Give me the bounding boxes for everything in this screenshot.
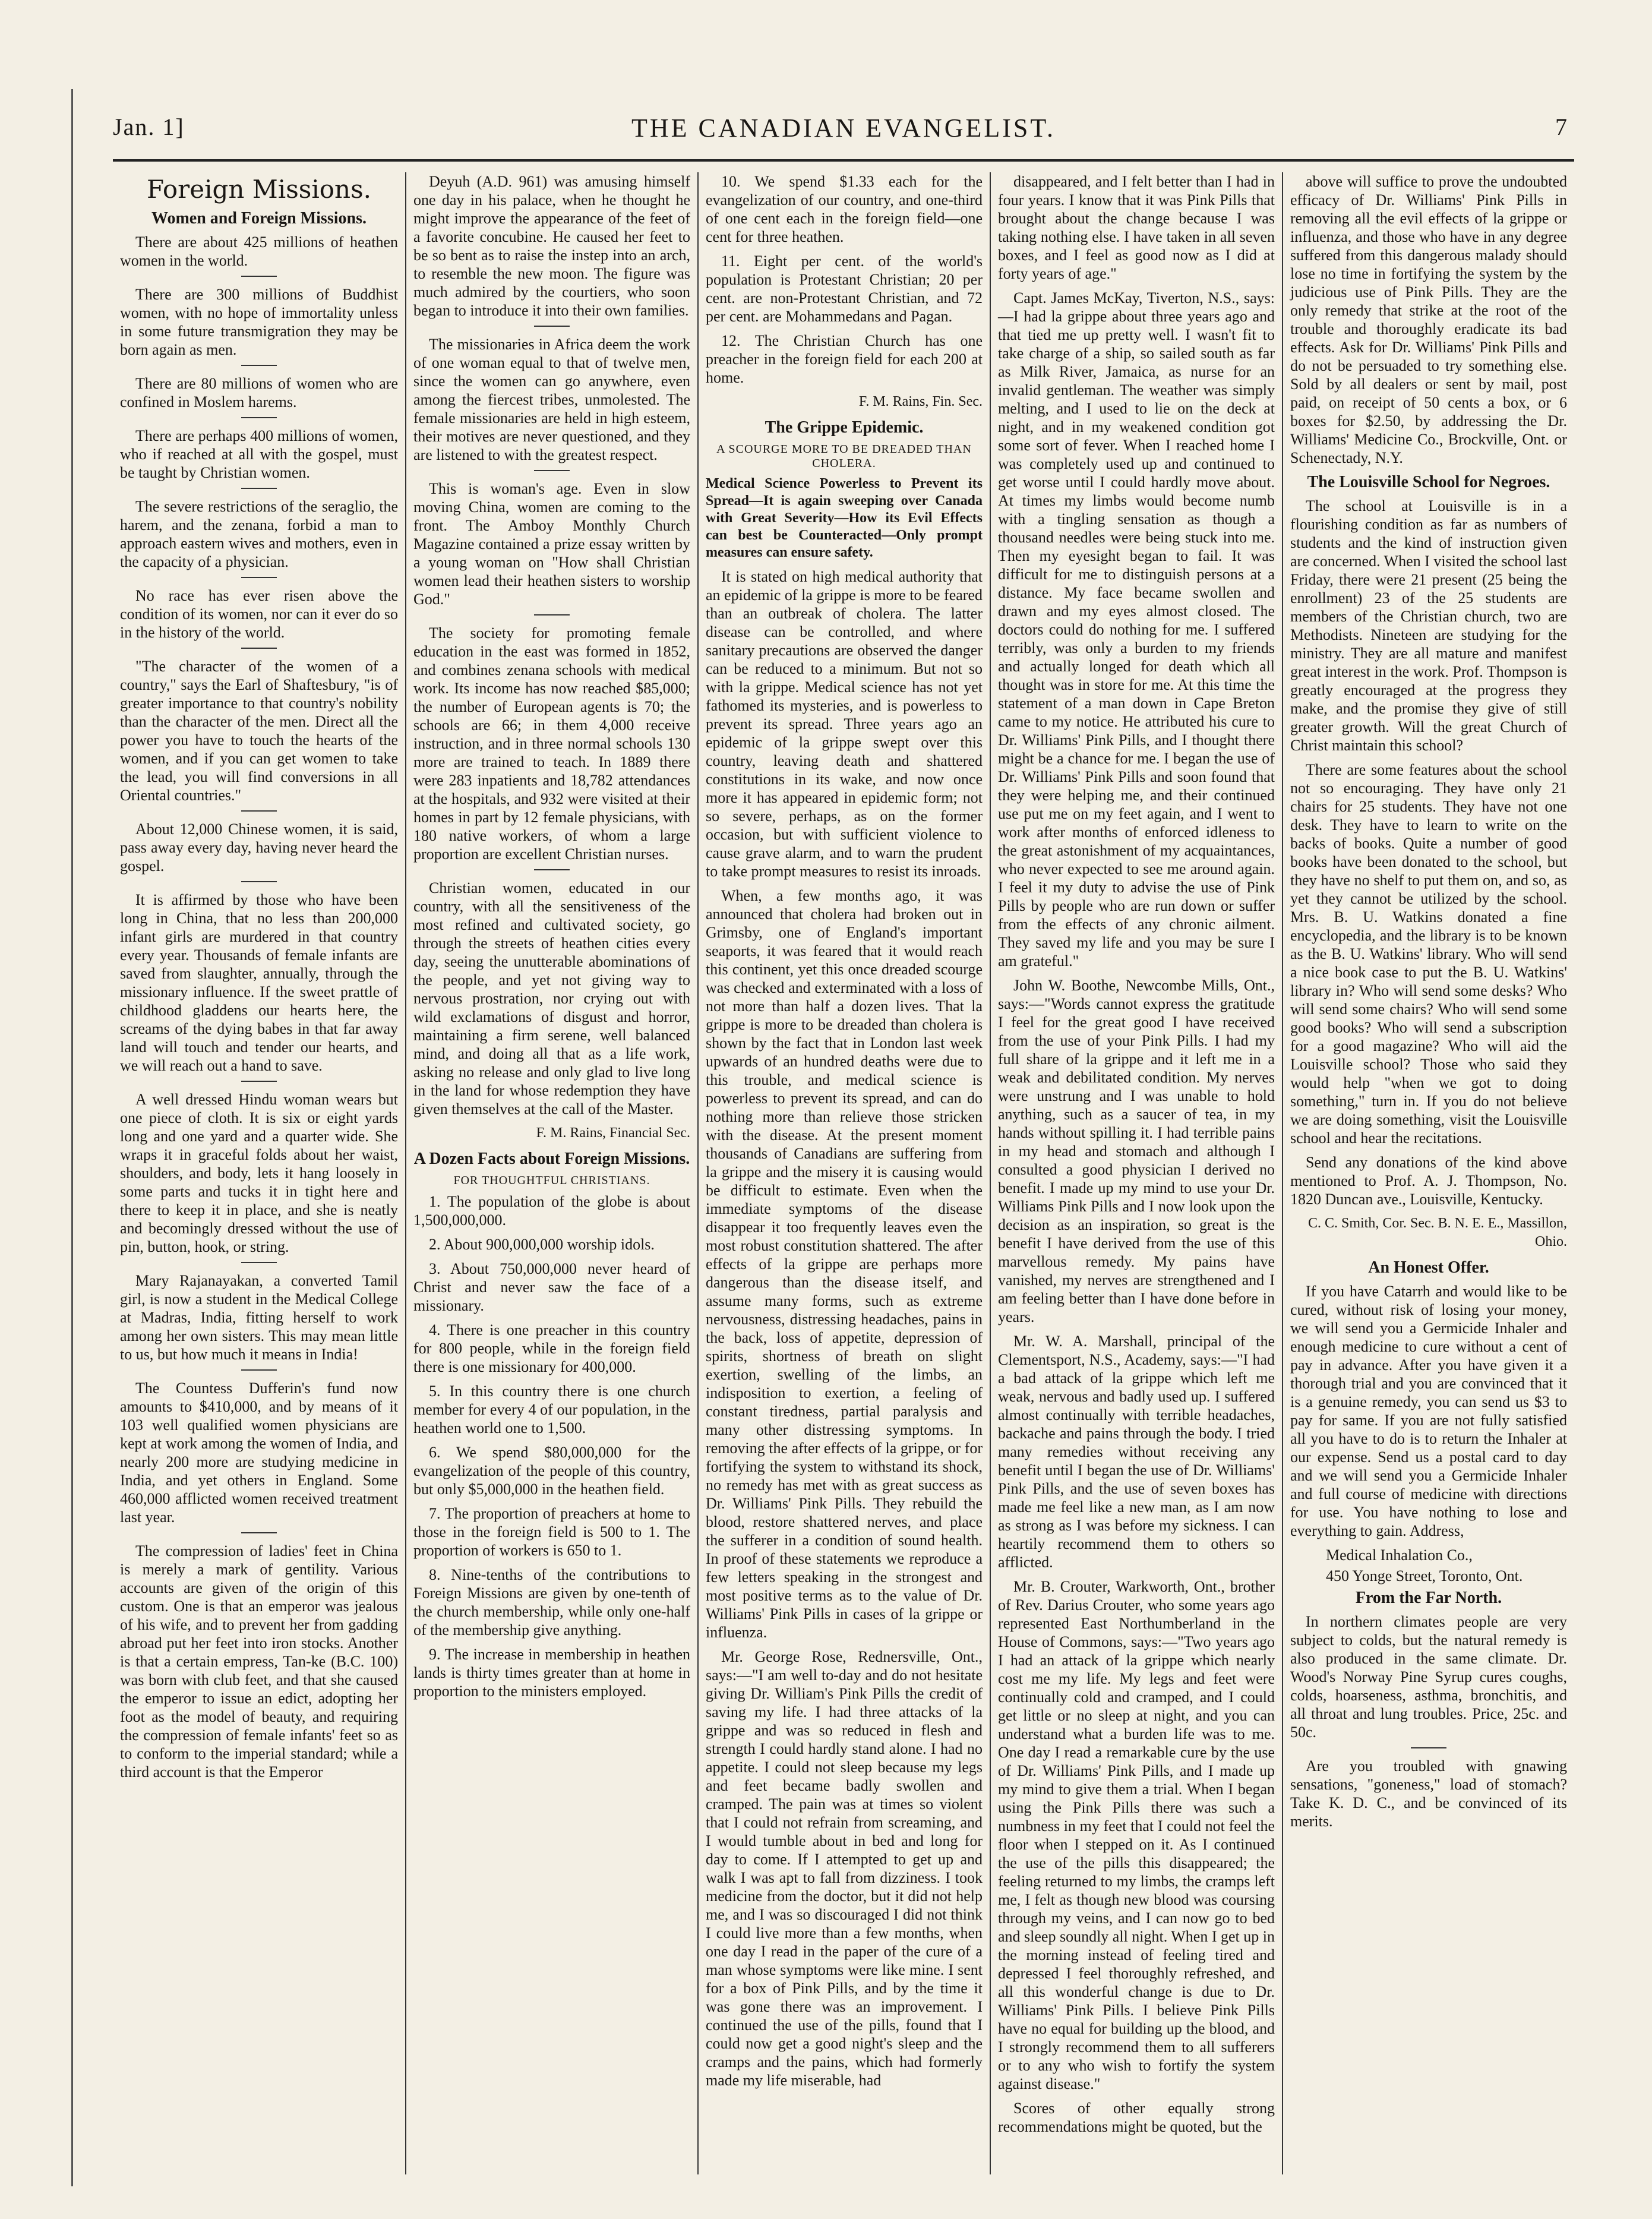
paragraph: This is woman's age. Even in slow moving China, women are coming to the front. The Amboy Monthly Church Magazine contained a prize essay written by a young woman on "How shall Christian women lead their heathen sisters to worship God." [413,480,690,608]
divider [534,614,570,615]
page-edge-line [71,89,73,2186]
signature: C. C. Smith, Cor. Sec. B. N. E. E., Massillon, Ohio. [1307,1216,1567,1249]
article-subtitle: A SCOURGE MORE TO BE DREADED THAN CHOLERA. [716,443,972,470]
paragraph: The school at Louisville is in a flourishing condition as far as numbers of students and the kind of instruction given are concerned. When I visited the school last Friday, there were 21 present (25 being the enrollment) 23 of the 25 students are members of the Christian church, two are Methodists. Nineteen are studying for the ministry. They are all mature and manifest great interest in the work. Prof. Thompson is greatly encouraged at the progress they make, and the promise they give of still greater growth. Will the great Church of Christ maintain this school? [1290,497,1567,754]
divider [241,577,277,578]
masthead [113,113,1574,149]
divider [534,470,570,471]
paragraph: Mr. W. A. Marshall, principal of the Clementsport, N.S., Academy, says:—"I had a bad attack of la grippe which left me weak, nervous and badly used up. I suffered almost continually with terrible headaches, backache and pains through the body. I tried many remedies without receiving any benefit until I began the use of Dr. Williams' Pink Pills, and the use of seven boxes has made me feel like a new man, as I am now as strong as I was before my sickness. I can heartily recommend them to others so afflicted. [998,1333,1275,1571]
divider [241,417,277,418]
article-title-far-north: From the Far North. [1355,1589,1502,1607]
divider [241,881,277,882]
newspaper-page [71,89,1592,2186]
column-4 [990,172,1282,2174]
column-1 [113,172,405,2174]
article-title-louisville: The Louisville School for Negroes. [1307,473,1550,491]
fact-item: 10. We spend $1.33 each for the evangelization of our country, and one-third of one cent each in the foreign field—one cent for three heathen. [706,173,983,245]
divider [534,869,570,870]
divider [241,1532,277,1533]
paragraph: In northern climates people are very subject to colds, but the natural remedy is also produced in the same climate. Dr. Wood's Norway Pine Syrup cures coughs, colds, hoarseness, asthma, bronchitis, and all throat and lung troubles. Price, 25c. and 50c. [1290,1613,1567,1741]
newspaper-title: THE CANADIAN EVANGELIST. [631,113,1056,143]
paragraph: Christian women, educated in our country, with all the sensitiveness of the most refined and cultivated society, go through the streets of heathen cities every day, seeing the unutterable abominations of the people, and yet not giving way to nervous prostration, nor crying out with wild exclamations of disgust and horror, maintaining a firm serene, well balanced mind, and doing all that as a life work, asking no release and only glad to live long in the land for whose redemption they have given themselves at the call of the Master. [413,879,690,1118]
paragraph: The Countess Dufferin's fund now amounts to $410,000, and by means of it 103 well qualified women physicians are kept at work among the women of India, and nearly 200 more are studying medicine in India, and yet others in England. Some 460,000 afflicted women received treatment last year. [120,1380,398,1526]
divider [241,648,277,649]
paragraph: Mr. George Rose, Rednersville, Ont., says:—"I am well to-day and do not hesitate giving Dr. William's Pink Pills the credit of saving my life. I had three attacks of la grippe and was so reduced in flesh and strength I could hardly stand alone. I had no appetite. I could not sleep because my legs and feet became badly swollen and cramped. The pain was at times so violent that I could not refrain from screaming, and I would tumble about in bed and long for day to come. If I attempted to get up and walk I was apt to fall from dizziness. I took medicine from the doctor, but it did not help me, and I was so discouraged I did not think I could live more than a few months, when one day I read in the paper of the cure of a man whose symptoms were like mine. I sent for a box of Pink Pills, and by the time it was gone there was an improvement. I continued the use of the pills, found that I could now get a good night's sleep and the cramps and the pains, which had formerly made my life miserable, had [706,1648,983,2089]
paragraph: There are some features about the school not so encouraging. They have only 21 chairs for 25 students. They have not one desk. They have to learn to write on the backs of books. Quite a number of good books have been donated to the school, but they have no shelf to put them on, and so, as yet they cannot be utilized by the school. Mrs. B. U. Watkins donated a fine encyclopedia, and the library is to be known as the B. U. Watkins' library. Who will send a nice book case to put the B. U. Watkins' library in? Who will send some desks? Who will send some chairs? Who will send some good books? Who will send a subscription for a good magazine? Who will aid the Louisville school? Those who said they would help "when we got to doing something," turn in. If you do not believe we are doing something, visit the Louisville school and hear the recitations. [1290,761,1567,1147]
fact-item: 5. In this country there is one church member for every 4 of our population, in the heathen world one to 1,500. [413,1382,690,1437]
paragraph: About 12,000 Chinese women, it is said, pass away every day, having never heard the gospel. [120,820,398,875]
article-columns [113,172,1574,2174]
issue-date: Jan. 1] [113,113,185,140]
fact-item: 2. About 900,000,000 worship idols. [429,1236,655,1253]
article-lead: Medical Science Powerless to Prevent its Spread—It is again sweeping over Canada with Great Severity—How its Evil Effects can best be Counteracted—Only prompt measures can ensure safety. [706,476,983,560]
paragraph: Mr. B. Crouter, Warkworth, Ont., brother of Rev. Darius Crouter, who some years ago represented East Northumberland in the House of Commons, says:—"Two years ago I had an attack of la grippe which nearly cost me my life. My legs and feet were continually cold and cramped, and I could get little or no sleep at night, and you can understand what a burden life was to me. One day I read a remarkable cure by the use of Dr. Williams' Pink Pills, and I made up my mind to give them a trial. When I began using the Pink Pills there was such a numbness in my feet that I could not feel the floor when I stepped on it. As I continued the use of the pills this disappeared; the feeling returned to my limbs, the cramps left me, I felt as though new blood was coursing through my veins, and I can now go to bed and sleep soundly all night. When I get up in the morning instead of feeling tired and depressed I feel thoroughly refreshed, and all this wonderful change is due to Dr. Williams' Pink Pills. I believe Pink Pills have no equal for building up the blood, and I strongly recommend them to all sufferers or to any who wish to fortify the system against disease." [998,1578,1275,2092]
paragraph: Are you troubled with gnawing sensations, "goneness," load of stomach? Take K. D. C., and be convinced of its merits. [1290,1757,1567,1830]
article-title-dozen-facts: A Dozen Facts about Foreign Missions. [413,1150,690,1168]
address-line: Medical Inhalation Co., [1326,1546,1473,1564]
fact-item: 9. The increase in membership in heathen lands is thirty times greater than at home in proportion to the ministers employed. [413,1646,690,1700]
paragraph: If you have Catarrh and would like to be cured, without risk of losing your money, we will send you a Germicide Inhaler and enough medicine to cure without a cent of pay in advance. After you have given it a thorough trial and you are convinced that it is a genuine remedy, you can send us $3 to pay for same. If you are not fully satisfied all you have to do is to return the Inhaler at our expense. Send us a postal card to day and we will send you a Germicide Inhaler and full course of medicine with directions for use. You have nothing to lose and everything to gain. Address, [1290,1283,1567,1539]
column-2 [405,172,697,2174]
paragraph: There are about 425 millions of heathen women in the world. [120,233,398,269]
paragraph: disappeared, and I felt better than I had in four years. I know that it was Pink Pills that brought about the change because I was taking nothing else. I have taken in all seven boxes, and I feel as good now as I did at forty years of age." [998,173,1275,282]
divider [241,1081,277,1082]
column-5 [1282,172,1574,2174]
paragraph: Capt. James McKay, Tiverton, N.S., says:—I had la grippe about three years ago and that tied me up pretty well. I wasn't fit to take charge of a ship, so sailed south as far as Milk River, Jamaica, as nurse for an invalid gentleman. The weather was simply melting, and I used to lie on the deck at night, and in my weakened condition got some sort of fever. When I reached home I was completely used up and continued to get worse until I could hardly move about. At times my limbs would become numb with a tingling sensation as though a thousand needles were being stuck into me. Then my eyesight began to fail. It was difficult for me to distinguish persons at a distance. My face became swollen and drawn and my eyes almost closed. The doctors could do nothing for me. I suffered terribly, was only a burden to my friends and actually longed for death which all thought was in store for me. At this time the statement of a man down in Cape Breton came to my notice. He attributed his cure to Dr. Williams' Pink Pills, and I thought there might be a chance for me. I began the use of Dr. Williams' Pink Pills and soon found that they were helping me, and their continued use put me on my feet again, and I went to work after months of enforced idleness to the great astonishment of my acquaintances, who never expected to see me around again. I feel it my duty to advise the use of Pink Pills by people who are run down or suffer from the effects of any chronic ailment. They saved my life and you may be sure I am grateful." [998,289,1275,970]
divider [534,326,570,327]
paragraph: There are perhaps 400 millions of women, who if reached at all with the gospel, must be taught by Christian women. [120,427,398,481]
divider [241,1262,277,1263]
fact-item: 3. About 750,000,000 never heard of Christ and never saw the face of a missionary. [413,1260,690,1314]
fact-item: 4. There is one preacher in this country for 800 people, while in the foreign field there is one missionary for 400,000. [413,1321,690,1375]
article-title-grippe: The Grippe Epidemic. [765,418,924,437]
divider [241,488,277,489]
divider [241,365,277,366]
fact-item: 7. The proportion of preachers at home to those in the foreign field is 500 to 1. The proportion of workers is 650 to 1. [413,1505,690,1559]
paragraph: Send any donations of the kind above mentioned to Prof. A. J. Thompson, No. 1820 Duncan ave., Louisville, Kentucky. [1290,1154,1567,1208]
paragraph: John W. Boothe, Newcombe Mills, Ont., says:—"Words cannot express the gratitude I feel for the great good I have received from the use of your Pink Pills. I had my full share of la grippe and it left me in a weak and debilitated condition. My nerves were unstrung and I was unable to hold anything, such as a saucer of tea, in my hands without spilling it. I had terrible pains in my head and stomach and although I consulted a good physician I derived no benefit. I made up my mind to use your Dr. Williams Pink Pills and I now look upon the decision as an inspiration, so great is the benefit I have derived from the use of this marvellous remedy. My pains have vanished, my nerves are strengthened and I am feeling better than I have done before in years. [998,977,1275,1325]
article-title-women-missions: Women and Foreign Missions. [151,209,367,228]
divider [241,1369,277,1371]
paragraph: There are 80 millions of women who are confined in Moslem harems. [120,375,398,411]
paragraph: Deyuh (A.D. 961) was amusing himself one day in his palace, when he thought he might improve the appearance of the feet of a favorite concubine. He caused her feet to be so bent as to raise the instep into an arch, to resemble the new moon. The figure was much admired by the courtiers, who soon began to introduce it into their own families. [413,173,690,319]
paragraph: The society for promoting female education in the east was formed in 1852, and combines zenana schools with medical work. Its income has now reached $85,000; the number of European agents is 70; the schools are 66; in them 4,000 receive instruction, and in three normal schools 130 more are trained to teach. In 1889 there were 283 inpatients and 18,782 attendances at the hospitals, and 932 were visited at their homes in part by 12 female physicians, with 180 native workers, of whom a large proportion are excellent Christian nurses. [413,624,690,863]
paragraph: The missionaries in Africa deem the work of one woman equal to that of twelve men, since the women can go anywhere, even among the fiercest tribes, unmolested. The female missionaries are held in high esteem, their motives are never questioned, and they are listened to with the greatest respect. [413,336,690,463]
paragraph: No race has ever risen above the condition of its women, nor can it ever do so in the history of the world. [120,587,398,641]
divider [1411,1747,1446,1748]
divider [241,276,277,277]
header-rule [113,159,1574,162]
signature: F. M. Rains, Fin. Sec. [858,394,983,409]
fact-item: 12. The Christian Church has one preacher in the foreign field for each 200 at home. [706,332,983,386]
paragraph: There are 300 millions of Buddhist women, with no hope of immortality unless in some future transmigration they may be born again as men. [120,286,398,358]
paragraph: The compression of ladies' feet in China is merely a mark of gentility. Various accounts are given of the origin of this custom. One is that an emperor was jealous of his wife, and to prevent her from gadding abroad put her feet into iron stocks. Another is that a certain empress, Tan-ke (B.C. 100) was born with club feet, and that she caused the emperor to issue an edict, adopting her foot as the model of beauty, and requiring the compression of female infants' feet so as to conform to the imperial standard; while a third account is that the Emperor [120,1542,398,1781]
fact-item: 8. Nine-tenths of the contributions to Foreign Missions are given by one-tenth of the church membership, while only one-half of the membership give anything. [413,1566,690,1639]
paragraph: above will suffice to prove the undoubted efficacy of Dr. Williams' Pink Pills in removing all the evil effects of la grippe or influenza, and those who have in any degree suffered from this dangerous malady should lose no time in fortifying the system by the judicious use of Pink Pills. They are the only remedy that strike at the root of the trouble and thoroughly eradicate its bad effects. Ask for Dr. Williams' Pink Pills and do not be persuaded to try something else. Sold by all dealers or sent by mail, post paid, on receipt of 50 cents a box, or 6 boxes for $2.50, by addressing the Dr. Williams' Medicine Co., Brockville, Ont. or Schenectady, N.Y. [1290,173,1567,466]
article-title-honest-offer: An Honest Offer. [1368,1258,1489,1277]
paragraph: It is stated on high medical authority that an epidemic of la grippe is more to be feared than an outbreak of cholera. The latter disease can be controlled, and where sanitary precautions are observed the danger can be reduced to a minimum. But not so with la grippe. Medical science has not yet fathomed its mysteries, and is powerless to prevent its spread. Three years ago an epidemic of la grippe swept over this country, leaving death and shattered constitutions in its wake, and now once more it has appeared in epidemic form; not so severe, perhaps, as on the former occasion, but with sufficient violence to cause grave alarm, and to warn the prudent to take prompt measures to resist its inroads. [706,568,983,880]
divider [241,810,277,812]
address-line: 450 Yonge Street, Toronto, Ont. [1326,1567,1523,1584]
paragraph: The severe restrictions of the seraglio, the harem, and the zenana, forbid a man to approach eastern wives and mothers, even in the capacity of a physician. [120,498,398,570]
article-subtitle: FOR THOUGHTFUL CHRISTIANS. [453,1174,650,1187]
signature: F. M. Rains, Financial Sec. [536,1125,690,1141]
column-3 [697,172,990,2174]
paragraph: When, a few months ago, it was announced that cholera had broken out in Grimsby, one of England's important seaports, it was feared that it would reach this continent, yet this once dreaded scourge was checked and exterminated with a loss of not more than half a dozen lives. That la grippe is more to be dreaded than cholera is shown by the fact that in London last week upwards of an hundred deaths were due to this trouble, and medical science is powerless to prevent its spread, and can do nothing more than relieve those stricken with the disease. At the present moment thousands of Canadians are suffering from la grippe and the misery it is causing would be difficult to estimate. Even when the immediate symptoms of the disease disappear it too frequently leaves even the most robust constitution shattered. The after effects of la grippe are perhaps more dangerous than the disease itself, and assume many forms, such as extreme nervousness, distressing headaches, pains in the back, loss of appetite, depression of spirits, shortness of breath on slight exertion, swelling of the limbs, an indisposition to exertion, a feeling of constant tiredness, partial paralysis and many other distressing symptoms. In removing the after effects of la grippe, or for fortifying the system to withstand its shock, no remedy has met with as great success as Dr. Williams' Pink Pills. They rebuild the blood, restore shattered nerves, and place the sufferer in a condition of sound health. In proof of these statements we reproduce a few letters speaking in the strongest and most positive terms as to the value of Dr. Williams' Pink Pills in cases of la grippe or influenza. [706,887,983,1641]
page-number: 7 [1555,113,1568,140]
fact-item: 11. Eight per cent. of the world's population is Protestant Christian; 20 per cent. are non-Protestant Christian, and 72 per cent. are Mohammedans and Pagan. [706,252,983,325]
paragraph: Mary Rajanayakan, a converted Tamil girl, is now a student in the Medical College at Madras, India, fitting herself to work among her own sisters. This may mean little to us, but how much it means in India! [120,1272,398,1363]
paragraph: A well dressed Hindu woman wears but one piece of cloth. It is six or eight yards long and one yard and a quarter wide. She wraps it in graceful folds about her waist, shoulders, and body, lets it hang loosely in some parts and tucks it in tight here and there to keep it in place, and she is neatly and becomingly dressed without the use of pin, button, hook, or string. [120,1091,398,1255]
paragraph: Scores of other equally strong recommendations might be quoted, but the [998,2100,1275,2135]
fact-item: 1. The population of the globe is about 1,500,000,000. [413,1193,690,1229]
paragraph: "The character of the women of a country," says the Earl of Shaftesbury, "is of greater importance to that country's nobility than the character of the men. Direct all the power you have to touch the hearts of the women, and if you can get women to take the lead, you will find conversions in all Oriental countries." [120,658,398,804]
fact-item: 6. We spend $80,000,000 for the evangelization of the people of this country, but only $5,000,000 in the heathen field. [413,1444,690,1498]
section-title: Foreign Missions. [147,175,371,204]
paragraph: It is affirmed by those who have been long in China, that no less than 200,000 infant girls are murdered in that country every year. Thousands of female infants are saved from slaughter, annually, through the missionary influence. If the sweet prattle of childhood gladdens our hearts here, the screams of the dying babes in that far away land will touch and tender our hearts, and we will reach out a hand to save. [120,891,398,1074]
